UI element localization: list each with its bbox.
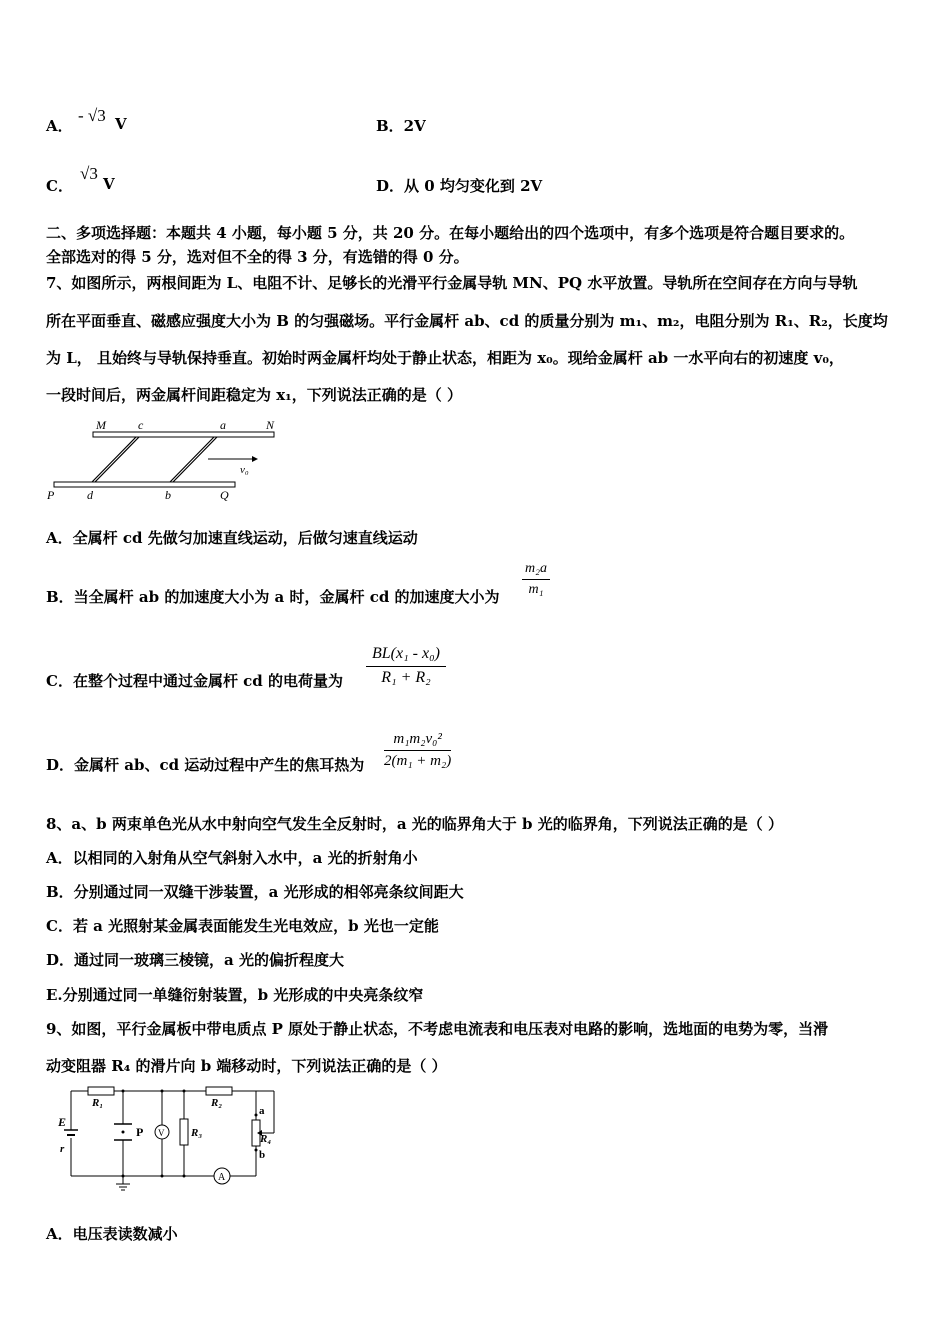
rail-pq (54, 482, 235, 487)
label-r3: R₃ (191, 1127, 203, 1139)
label-r1: R₁ (92, 1097, 104, 1109)
fraction-denominator: R₁ + R₂ (381, 669, 431, 686)
option-d-text: D．从 0 均匀变化到 2V (376, 177, 543, 195)
q8-option-a: A．以相同的入射角从空气斜射入水中，a 光的折射角小 (46, 849, 418, 867)
label-v: V (158, 1128, 165, 1138)
option-a-label: A． (46, 117, 73, 135)
fraction-denominator: 2(m₁ + m₂) (384, 753, 452, 769)
q8-option-e: E.分别通过同一单缝衍射装置，b 光形成的中央亮条纹窄 (46, 986, 424, 1004)
label-q: Q (220, 488, 229, 502)
section-heading-line1: 二、多项选择题：本题共 4 小题，每小题 5 分，共 20 分。在每小题给出的四个选项中，有多个选项是符合题目要求的。 (46, 224, 855, 242)
label-b: b (165, 488, 171, 502)
label-r4: R₄ (260, 1133, 272, 1145)
q9-circuit-figure (56, 1084, 286, 1196)
q8-option-c: C．若 a 光照射某金属表面能发生光电效应，b 光也一定能 (46, 917, 439, 935)
label-r: r (60, 1143, 65, 1155)
q8-stem: 8、a、b 两束单色光从水中射向空气发生全反射时，a 光的临界角大于 b 光的临界角，下列说法正确的是（ ） (46, 815, 783, 833)
label-terminal-b: b (259, 1149, 266, 1161)
q7-stem-line1: 7、如图所示，两根间距为 L、电阻不计、足够长的光滑平行金属导轨 MN、PQ 水平放置。导轨所在空间存在方向与导轨 (46, 274, 858, 292)
option-a-unit: V (115, 115, 127, 133)
label-p: P (136, 1125, 144, 1139)
option-c-unit: V (103, 175, 115, 193)
label-m: M (96, 418, 106, 432)
rod-ab (170, 437, 214, 482)
q7-stem-line4: 一段时间后，两金属杆间距稳定为 x₁，下列说法正确的是（ ） (46, 386, 462, 404)
section-heading-line2: 全部选对的得 5 分，选对但不全的得 3 分，有选错的得 0 分。 (46, 248, 469, 266)
label-terminal-a: a (259, 1105, 265, 1117)
rail-mn (93, 432, 274, 437)
fraction-numerator: m₂a (522, 561, 550, 580)
q7-option-b: B．当全属杆 ab 的加速度大小为 a 时，金属杆 cd 的加速度大小为 (46, 588, 500, 606)
q7-option-c: C．在整个过程中通过金属杆 cd 的电荷量为 (46, 672, 344, 690)
q9-stem-line1: 9、如图，平行金属板中带电质点 P 原处于静止状态，不考虑电流表和电压表对电路的影响，选地面的电势为零，当滑 (46, 1020, 829, 1038)
label-e: E (58, 1115, 67, 1129)
q9-stem-line2: 动变阻器 R₄ 的滑片向 b 端移动时，下列说法正确的是（ ） (46, 1057, 447, 1075)
fraction-numerator: BL(x₁ - x₀) (366, 645, 446, 667)
fraction-numerator: m₁m₂v₀² (384, 731, 451, 751)
rod-cd (92, 437, 136, 482)
resistor-r3 (180, 1119, 188, 1145)
resistor-r1 (88, 1087, 114, 1095)
q8-option-b: B．分别通过同一双缝干涉装置，a 光形成的相邻亮条纹间距大 (46, 883, 464, 901)
label-r2: R₂ (211, 1097, 223, 1109)
q7-option-a: A．全属杆 cd 先做匀加速直线运动，后做匀速直线运动 (46, 529, 418, 547)
q7-rails-figure (44, 416, 284, 508)
q9-option-a: A．电压表读数减小 (46, 1225, 178, 1243)
q7-option-d: D．金属杆 ab、cd 运动过程中产生的焦耳热为 (46, 756, 365, 774)
label-ammeter-a: A (218, 1172, 226, 1183)
label-v0: v₀ (240, 464, 249, 476)
q7-option-c-fraction (366, 645, 446, 687)
q8-option-d: D．通过同一玻璃三棱镜，a 光的偏折程度大 (46, 951, 344, 969)
option-b-text: B．2V (376, 117, 426, 135)
option-c-value: √3 (80, 164, 98, 183)
resistor-r2 (206, 1087, 232, 1095)
q7-option-b-fraction (522, 561, 550, 598)
fraction-denominator: m₁ (528, 582, 544, 597)
label-n: N (266, 418, 275, 432)
label-p: P (47, 488, 55, 502)
q7-stem-line2: 所在平面垂直、磁感应强度大小为 B 的匀强磁场。平行金属杆 ab、cd 的质量分别为 m₁、m₂，电阻分别为 R₁、R₂，长度均 (46, 312, 888, 330)
option-a-value: - √3 (78, 106, 106, 125)
q7-stem-line3: 为 L， 且始终与导轨保持垂直。初始时两金属杆均处于静止状态，相距为 x₀。现给金属杆 ab 一水平向右的初速度 v₀， (46, 349, 844, 367)
q7-option-d-fraction (384, 731, 451, 770)
particle-p (122, 1131, 125, 1134)
label-c: c (138, 418, 144, 432)
option-c-label: C． (46, 177, 73, 195)
label-d: d (87, 488, 93, 502)
label-a: a (220, 418, 226, 432)
